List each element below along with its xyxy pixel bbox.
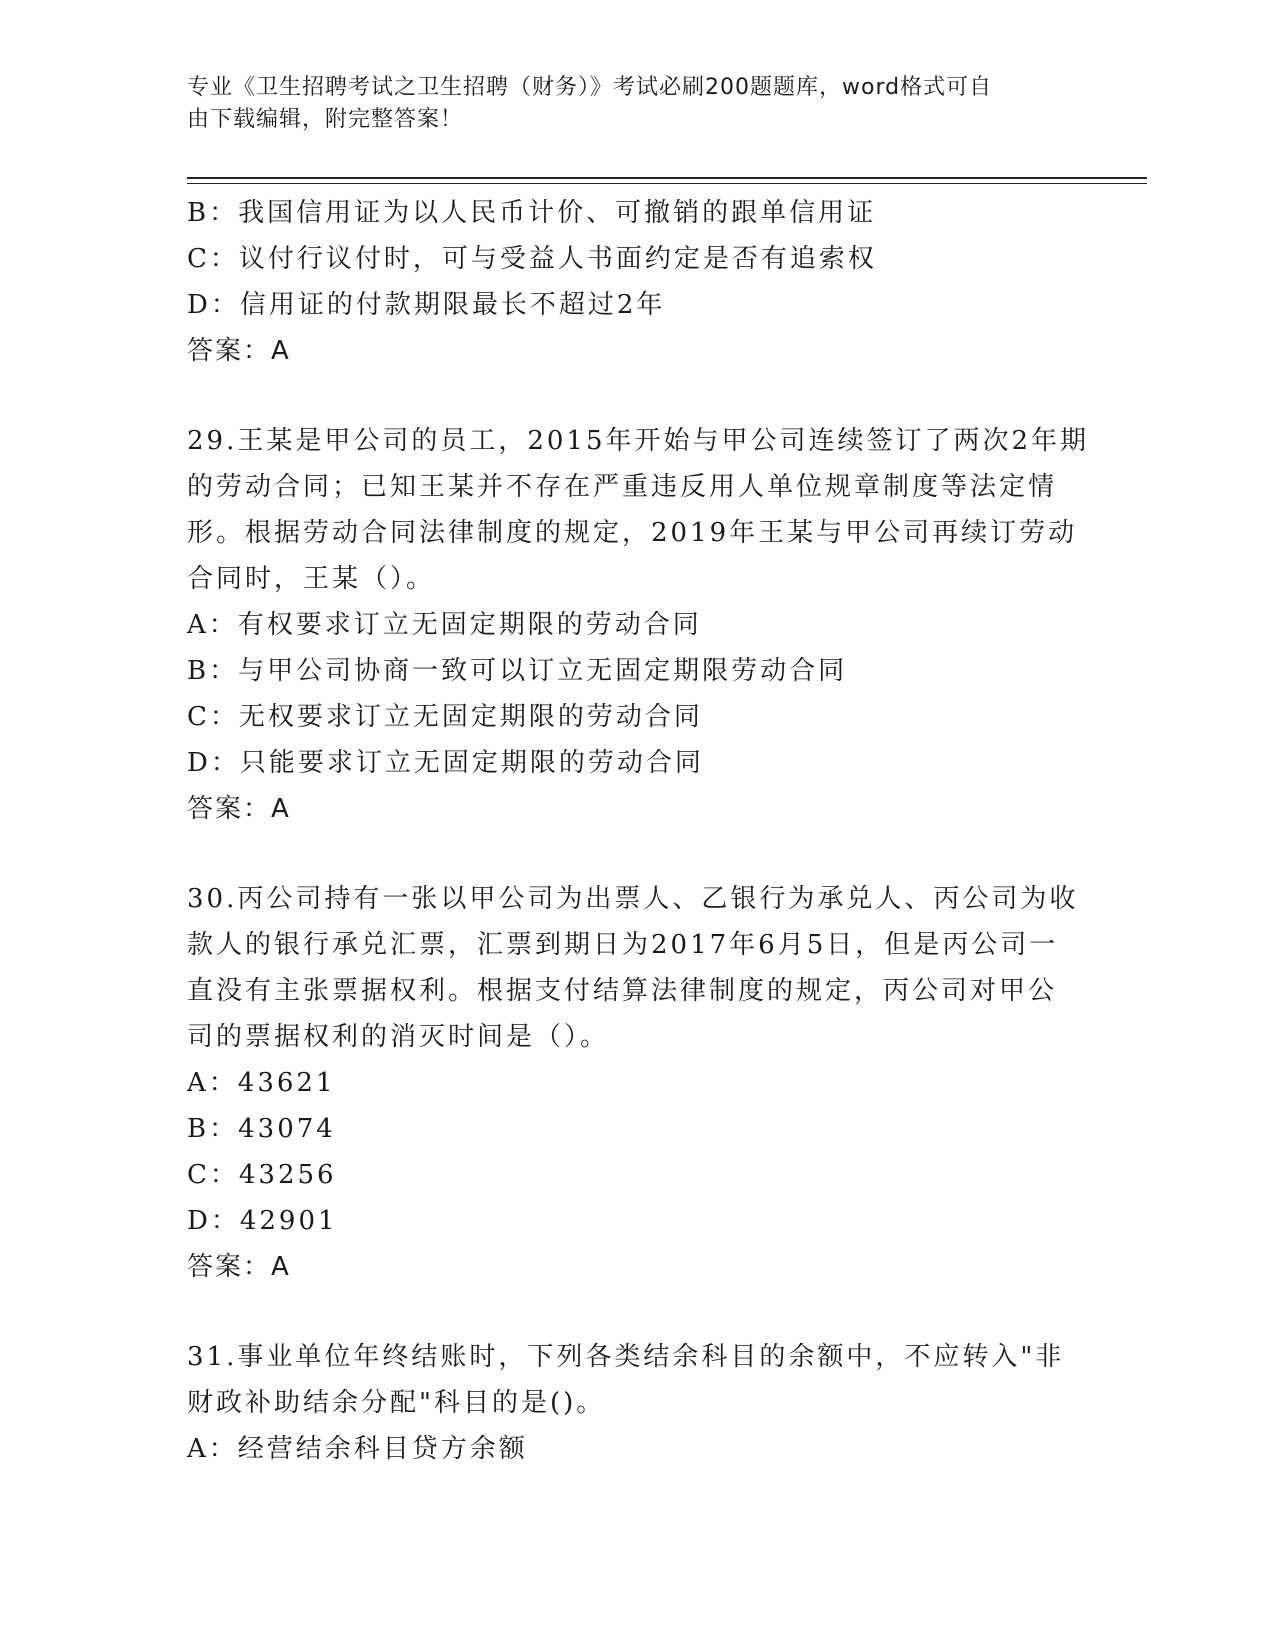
header-line-2: 由下载编辑，附完整答案！ [187,107,464,132]
question-text-line: 合同时，王某（）。 [187,564,436,594]
answer: 答案：A [187,1252,291,1282]
option-b: B：与甲公司协商一致可以订立无固定期限劳动合同 [187,656,848,686]
option-b: B：43074 [187,1114,336,1144]
option-a: A：经营结余科目贷方余额 [187,1434,528,1464]
question-text-line: 司的票据权利的消灭时间是（）。 [187,1022,610,1052]
question-content [187,190,1090,1472]
question-31 [187,1334,1077,1472]
option-c: C：43256 [187,1160,337,1190]
option-c: C：议付行议付时，可与受益人书面约定是否有追索权 [187,244,877,274]
question-text-line: 31.事业单位年终结账时，下列各类结余科目的余额中，不应转入"非 [187,1342,1065,1372]
option-d: D：信用证的付款期限最长不超过2年 [187,290,666,320]
header-rule-thick [187,177,1147,179]
header-rule-thin [187,183,1147,184]
answer: 答案：A [187,794,291,824]
option-c: C：无权要求订立无固定期限的劳动合同 [187,702,703,732]
option-d: D：42901 [187,1206,338,1236]
question-29 [187,418,1090,832]
question-text-line: 财政补助结余分配"科目的是()。 [187,1388,606,1418]
header-line-1: 专业《卫生招聘考试之卫生招聘（财务）》考试必刷200题题库，word格式可自 [187,75,993,100]
question-text-line: 形。根据劳动合同法律制度的规定，2019年王某与甲公司再续订劳动 [187,518,1078,548]
question-28-tail [187,190,1077,374]
question-30 [187,876,1077,1290]
document-header [187,72,1067,136]
question-text-line: 29.王某是甲公司的员工，2015年开始与甲公司连续签订了两次2年期 [187,426,1090,456]
answer: 答案：A [187,336,291,366]
question-text-line: 直没有主张票据权利。根据支付结算法律制度的规定，丙公司对甲公 [187,976,1058,1006]
option-a: A：43621 [187,1068,336,1098]
option-a: A：有权要求订立无固定期限的劳动合同 [187,610,702,640]
option-b: B：我国信用证为以人民币计价、可撤销的跟单信用证 [187,198,877,228]
question-text-line: 30.丙公司持有一张以甲公司为出票人、乙银行为承兑人、丙公司为收 [187,884,1079,914]
question-text-line: 的劳动合同；已知王某并不存在严重违反用人单位规章制度等法定情 [187,472,1058,502]
option-d: D：只能要求订立无固定期限的劳动合同 [187,748,704,778]
question-text-line: 款人的银行承兑汇票，汇票到期日为2017年6月5日，但是丙公司一 [187,930,1059,960]
